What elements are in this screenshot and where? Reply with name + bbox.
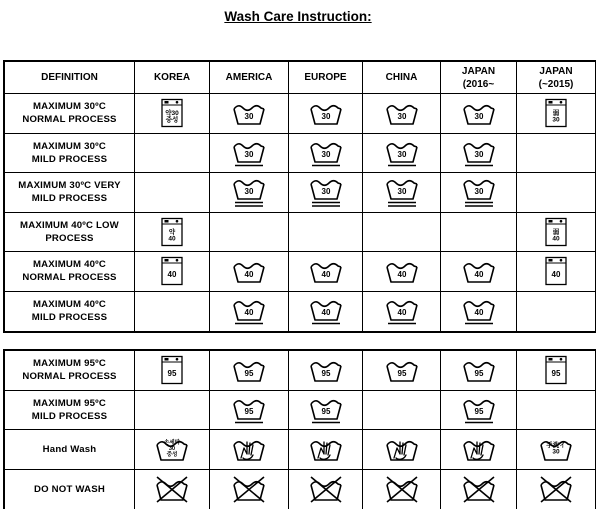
wash-tub-temp-label: 95 bbox=[244, 406, 254, 416]
symbol-cell bbox=[441, 391, 517, 430]
definition-cell bbox=[5, 292, 135, 332]
machine-wash-40-icon bbox=[544, 217, 568, 247]
machine-wash-label: 弱 30 bbox=[552, 110, 560, 124]
wash-care-table-section-2 bbox=[3, 349, 596, 509]
machine-wash-40-icon bbox=[160, 217, 184, 247]
machine-wash-40-icon bbox=[544, 256, 568, 286]
table-row bbox=[5, 391, 595, 431]
symbol-cell bbox=[289, 213, 363, 252]
definition-label: MAXIMUM 30ºC MILD PROCESS bbox=[31, 140, 108, 165]
symbol-cell bbox=[363, 292, 441, 332]
wash-tub-95-icon bbox=[231, 355, 267, 385]
do-not-wash-icon bbox=[461, 474, 497, 504]
symbol-cell bbox=[210, 94, 289, 133]
symbol-cell bbox=[135, 94, 210, 133]
symbol-cell bbox=[517, 134, 595, 173]
wash-tub-40-icon bbox=[461, 294, 497, 328]
symbol-cell bbox=[289, 134, 363, 173]
wash-tub-30-icon bbox=[308, 98, 344, 128]
symbol-cell bbox=[363, 391, 441, 430]
symbol-cell bbox=[210, 173, 289, 212]
definition-cell bbox=[5, 173, 135, 212]
machine-wash-label: 95 bbox=[551, 369, 561, 379]
definition-label: MAXIMUM 30ºC VERY MILD PROCESS bbox=[18, 180, 121, 205]
symbol-cell bbox=[135, 351, 210, 390]
definition-cell bbox=[5, 391, 135, 430]
column-header bbox=[441, 62, 517, 93]
machine-wash-label: 40 bbox=[167, 270, 177, 280]
symbol-cell bbox=[363, 94, 441, 133]
symbol-cell bbox=[517, 391, 595, 430]
wash-tub-temp-label: 95 bbox=[244, 369, 254, 379]
table-row bbox=[5, 213, 595, 253]
definition-label: Hand Wash bbox=[42, 443, 97, 455]
symbol-cell bbox=[441, 292, 517, 332]
symbol-cell bbox=[135, 252, 210, 291]
machine-wash-30-icon bbox=[544, 98, 568, 128]
column-header bbox=[517, 62, 595, 93]
table-row bbox=[5, 470, 595, 510]
symbol-cell bbox=[517, 351, 595, 390]
wash-tub-30-icon bbox=[461, 136, 497, 170]
column-header-label: DEFINITION bbox=[41, 72, 98, 83]
symbol-cell bbox=[441, 252, 517, 291]
symbol-cell bbox=[210, 351, 289, 390]
wash-tub-temp-label: 40 bbox=[397, 270, 406, 280]
wash-tub-temp-label: 30 bbox=[321, 112, 330, 122]
machine-wash-40-icon bbox=[160, 256, 184, 286]
definition-cell bbox=[5, 252, 135, 291]
symbol-cell bbox=[289, 470, 363, 510]
do-not-wash-icon bbox=[538, 474, 574, 504]
symbol-cell bbox=[289, 173, 363, 212]
do-not-wash-icon bbox=[384, 474, 420, 504]
machine-wash-label: 약30 중성 bbox=[165, 110, 179, 124]
symbol-cell bbox=[517, 94, 595, 133]
symbol-cell bbox=[363, 173, 441, 212]
table-row bbox=[5, 94, 595, 134]
definition-cell bbox=[5, 351, 135, 390]
column-header bbox=[289, 62, 363, 93]
symbol-cell bbox=[210, 470, 289, 510]
definition-cell bbox=[5, 94, 135, 133]
symbol-cell bbox=[135, 213, 210, 252]
symbol-cell bbox=[441, 213, 517, 252]
hand-wash-icon bbox=[538, 434, 574, 464]
column-header-label: JAPAN (2016~ bbox=[461, 65, 496, 90]
column-header-label: JAPAN (~2015) bbox=[538, 65, 574, 90]
wash-tub-temp-label: 40 bbox=[397, 308, 406, 318]
symbol-cell bbox=[289, 94, 363, 133]
column-header bbox=[363, 62, 441, 93]
symbol-cell bbox=[517, 213, 595, 252]
machine-wash-95-icon bbox=[160, 355, 184, 385]
definition-label: MAXIMUM 30ºC NORMAL PROCESS bbox=[22, 101, 117, 126]
machine-wash-95-icon bbox=[544, 355, 568, 385]
definition-label: MAXIMUM 95ºC MILD PROCESS bbox=[31, 397, 108, 422]
definition-label: MAXIMUM 40ºC MILD PROCESS bbox=[31, 299, 108, 324]
symbol-cell bbox=[517, 173, 595, 212]
table-row bbox=[5, 252, 595, 292]
symbol-cell bbox=[363, 252, 441, 291]
table-row bbox=[5, 430, 595, 470]
page-title: Wash Care Instruction: bbox=[224, 9, 372, 24]
definition-label: MAXIMUM 40ºC NORMAL PROCESS bbox=[22, 259, 117, 284]
column-header-label: CHINA bbox=[385, 72, 418, 83]
symbol-cell bbox=[289, 351, 363, 390]
definition-cell bbox=[5, 470, 135, 510]
wash-tub-30-icon bbox=[231, 98, 267, 128]
definition-label: DO NOT WASH bbox=[34, 483, 105, 495]
symbol-cell bbox=[517, 292, 595, 332]
definition-label: MAXIMUM 95ºC NORMAL PROCESS bbox=[22, 358, 117, 383]
wash-tub-temp-label: 40 bbox=[244, 270, 254, 280]
table-row bbox=[5, 134, 595, 174]
symbol-cell bbox=[363, 213, 441, 252]
column-header-label: AMERICA bbox=[225, 72, 273, 83]
symbol-cell bbox=[210, 292, 289, 332]
hand-wash-label: 손세탁 30 중성 bbox=[163, 440, 181, 459]
wash-tub-temp-label: 95 bbox=[321, 369, 330, 379]
symbol-cell bbox=[289, 292, 363, 332]
symbol-cell bbox=[441, 430, 517, 469]
machine-wash-label: 弱 40 bbox=[552, 228, 560, 243]
wash-tub-40-icon bbox=[231, 256, 267, 286]
wash-tub-30-icon bbox=[461, 98, 497, 128]
wash-tub-95-icon bbox=[308, 393, 344, 427]
column-header bbox=[210, 62, 289, 93]
hand-wash-icon bbox=[461, 434, 497, 464]
wash-tub-95-icon bbox=[231, 393, 267, 427]
wash-tub-95-icon bbox=[308, 355, 344, 385]
symbol-cell bbox=[441, 173, 517, 212]
hand-wash-icon bbox=[384, 434, 420, 464]
symbol-cell bbox=[210, 134, 289, 173]
symbol-cell bbox=[135, 430, 210, 469]
wash-tub-temp-label: 30 bbox=[321, 149, 330, 159]
symbol-cell bbox=[289, 391, 363, 430]
wash-tub-40-icon bbox=[231, 294, 267, 328]
definition-label: MAXIMUM 40ºC LOW PROCESS bbox=[20, 219, 119, 244]
machine-wash-label: 약 40 bbox=[168, 228, 176, 243]
symbol-cell bbox=[441, 351, 517, 390]
machine-wash-label: 95 bbox=[167, 369, 177, 379]
wash-tub-temp-label: 30 bbox=[244, 187, 254, 197]
symbol-cell bbox=[210, 213, 289, 252]
wash-tub-40-icon bbox=[384, 256, 420, 286]
symbol-cell bbox=[135, 470, 210, 510]
symbol-cell bbox=[363, 470, 441, 510]
wash-tub-30-icon bbox=[384, 98, 420, 128]
symbol-cell bbox=[289, 252, 363, 291]
wash-tub-30-icon bbox=[308, 136, 344, 170]
table-row bbox=[5, 351, 595, 391]
wash-tub-temp-label: 30 bbox=[244, 149, 254, 159]
symbol-cell bbox=[441, 94, 517, 133]
column-header-label: EUROPE bbox=[304, 72, 347, 83]
wash-tub-temp-label: 95 bbox=[321, 406, 330, 416]
wash-tub-40-icon bbox=[308, 294, 344, 328]
wash-tub-temp-label: 30 bbox=[397, 112, 406, 122]
do-not-wash-icon bbox=[231, 474, 267, 504]
wash-tub-30-icon bbox=[461, 173, 497, 211]
wash-tub-temp-label: 30 bbox=[474, 112, 483, 122]
wash-tub-temp-label: 30 bbox=[474, 149, 483, 159]
wash-care-table-section-1 bbox=[3, 60, 596, 333]
symbol-cell bbox=[210, 430, 289, 469]
column-header bbox=[135, 62, 210, 93]
hand-wash-icon bbox=[231, 434, 267, 464]
symbol-cell bbox=[135, 173, 210, 212]
symbol-cell bbox=[135, 134, 210, 173]
wash-tub-temp-label: 95 bbox=[474, 406, 483, 416]
symbol-cell bbox=[210, 252, 289, 291]
wash-tub-temp-label: 40 bbox=[474, 270, 483, 280]
wash-tub-temp-label: 30 bbox=[397, 149, 406, 159]
wash-tub-95-icon bbox=[384, 355, 420, 385]
wash-tub-temp-label: 40 bbox=[321, 308, 330, 318]
wash-tub-temp-label: 30 bbox=[474, 187, 483, 197]
wash-tub-temp-label: 30 bbox=[321, 187, 330, 197]
hand-wash-label: 手洗イ 30 bbox=[546, 442, 566, 456]
wash-tub-40-icon bbox=[384, 294, 420, 328]
definition-cell bbox=[5, 213, 135, 252]
wash-tub-95-icon bbox=[461, 355, 497, 385]
header-row bbox=[5, 62, 595, 94]
wash-tub-temp-label: 30 bbox=[244, 112, 254, 122]
wash-tub-temp-label: 95 bbox=[474, 369, 483, 379]
wash-tub-40-icon bbox=[308, 256, 344, 286]
symbol-cell bbox=[135, 292, 210, 332]
wash-tub-30-icon bbox=[384, 136, 420, 170]
do-not-wash-icon bbox=[308, 474, 344, 504]
wash-tub-temp-label: 40 bbox=[321, 270, 330, 280]
do-not-wash-icon bbox=[154, 474, 190, 504]
symbol-cell bbox=[441, 134, 517, 173]
wash-tub-30-icon bbox=[308, 173, 344, 211]
wash-tub-temp-label: 95 bbox=[397, 369, 406, 379]
wash-tub-temp-label: 30 bbox=[397, 187, 406, 197]
table-row bbox=[5, 173, 595, 213]
definition-cell bbox=[5, 430, 135, 469]
wash-tub-30-icon bbox=[231, 136, 267, 170]
definition-cell bbox=[5, 134, 135, 173]
symbol-cell bbox=[135, 391, 210, 430]
symbol-cell bbox=[363, 351, 441, 390]
column-header bbox=[5, 62, 135, 93]
symbol-cell bbox=[517, 430, 595, 469]
symbol-cell bbox=[441, 470, 517, 510]
machine-wash-label: 40 bbox=[551, 270, 561, 280]
wash-tub-temp-label: 40 bbox=[474, 308, 483, 318]
hand-wash-icon bbox=[308, 434, 344, 464]
wash-tub-temp-label: 40 bbox=[244, 308, 254, 318]
column-header-label: KOREA bbox=[153, 72, 191, 83]
wash-tub-95-icon bbox=[461, 393, 497, 427]
symbol-cell bbox=[363, 430, 441, 469]
wash-tub-40-icon bbox=[461, 256, 497, 286]
symbol-cell bbox=[289, 430, 363, 469]
symbol-cell bbox=[210, 391, 289, 430]
machine-wash-30-icon bbox=[160, 98, 184, 128]
wash-tub-30-icon bbox=[231, 173, 267, 211]
symbol-cell bbox=[363, 134, 441, 173]
symbol-cell bbox=[517, 470, 595, 510]
wash-tub-30-icon bbox=[384, 173, 420, 211]
hand-wash-icon bbox=[154, 434, 190, 464]
table-row bbox=[5, 292, 595, 332]
symbol-cell bbox=[517, 252, 595, 291]
